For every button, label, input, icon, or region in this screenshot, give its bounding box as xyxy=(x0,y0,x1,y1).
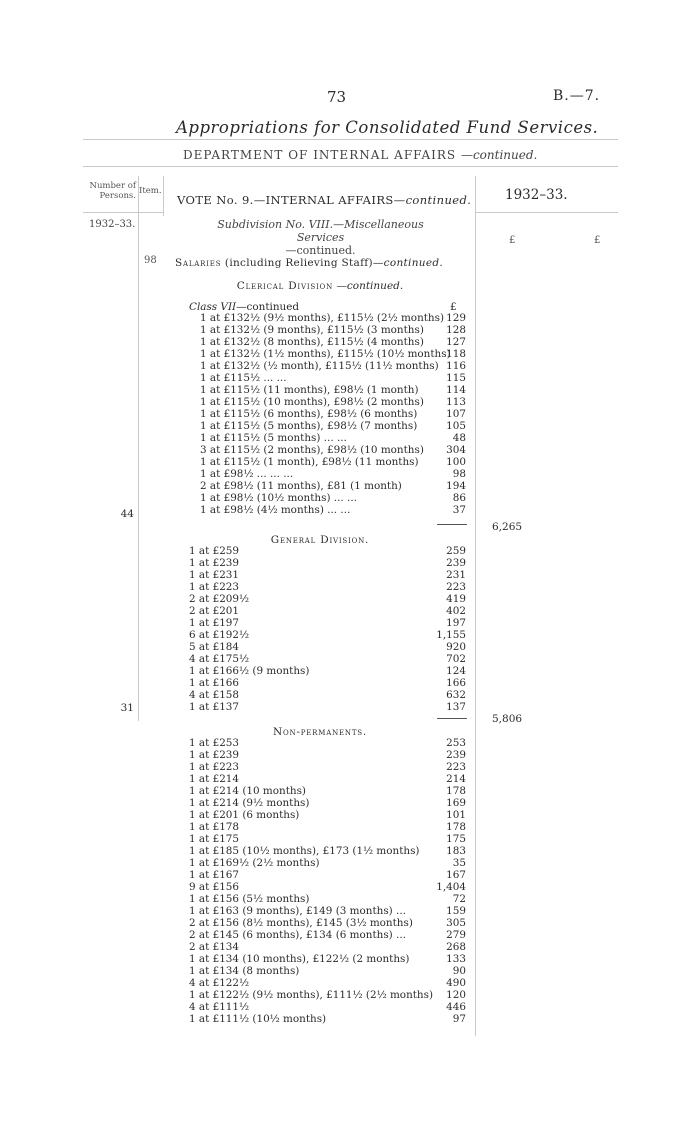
nonperm-row-amount: 120 xyxy=(446,989,466,1001)
general-heading-text: General Division. xyxy=(270,534,370,546)
salaries-continued: continued. xyxy=(383,257,444,269)
nonperm-row-description: 1 at £253 xyxy=(189,737,240,749)
subdivision-continued: —continued. xyxy=(285,244,356,257)
persons-year-label: 1932–33. xyxy=(89,219,136,230)
nonperm-row-description: 1 at £214 xyxy=(189,773,240,785)
clerical-row-description: 1 at £132½ (1½ months), £115½ (10½ months) xyxy=(200,348,451,360)
general-row-amount: 419 xyxy=(446,593,466,605)
nonperm-row-amount: 214 xyxy=(446,773,466,785)
general-row-description: 1 at £137 xyxy=(189,701,240,713)
persons-header-rule xyxy=(83,212,163,213)
clerical-row-amount: 114 xyxy=(446,384,466,396)
clerical-row-description: 1 at £132½ (9 months), £115½ (3 months) xyxy=(200,324,424,336)
nonperm-row-amount: 253 xyxy=(446,737,466,749)
general-row-description: 1 at £166½ (9 months) xyxy=(189,665,310,677)
salaries-heading xyxy=(175,257,443,269)
vote-title-text: VOTE No. 9.—INTERNAL AFFAIRS— xyxy=(177,193,406,207)
department-name: DEPARTMENT OF INTERNAL AFFAIRS xyxy=(183,148,457,162)
general-row-amount: 231 xyxy=(446,569,466,581)
nonperm-row-amount: 223 xyxy=(446,761,466,773)
general-row-description: 2 at £209½ xyxy=(189,593,250,605)
nonperm-row-description: 1 at £134 (8 months) xyxy=(189,965,300,977)
clerical-row-description: 1 at £98½ (4½ months) ... ... xyxy=(200,504,351,516)
header-rule xyxy=(83,166,618,167)
nonperm-row-amount: 97 xyxy=(452,1013,466,1025)
vote-title-continued: continued. xyxy=(405,193,472,207)
persons-column-header: Number of Persons. xyxy=(89,181,136,201)
general-row-description: 2 at £201 xyxy=(189,605,240,617)
general-row-amount: 166 xyxy=(446,677,466,689)
clerical-heading-text: Clerical Division xyxy=(236,280,334,292)
class-label: Class VII xyxy=(189,301,237,313)
nonperm-row-description: 1 at £111½ (10½ months) xyxy=(189,1013,327,1025)
department-continued: —continued. xyxy=(460,148,538,162)
nonperm-row-amount: 90 xyxy=(452,965,466,977)
nonperm-row-description: 1 at £134 (10 months), £122½ (2 months) xyxy=(189,953,410,965)
nonperm-row-amount: 175 xyxy=(446,833,466,845)
clerical-total: 6,265 xyxy=(492,521,523,533)
clerical-row-amount: 194 xyxy=(446,480,466,492)
pound-sign-subtotal: £ xyxy=(509,235,516,246)
nonperm-row-amount: 159 xyxy=(446,905,466,917)
clerical-row-amount: 128 xyxy=(446,324,466,336)
general-row-description: 1 at £197 xyxy=(189,617,240,629)
general-row-amount: 137 xyxy=(446,701,466,713)
general-row-description: 1 at £259 xyxy=(189,545,240,557)
clerical-row-amount: 113 xyxy=(446,396,466,408)
nonperm-row-description: 9 at £156 xyxy=(189,881,240,893)
subdivision-title xyxy=(198,218,443,257)
nonperm-row-amount: 169 xyxy=(446,797,466,809)
general-row-description: 4 at £158 xyxy=(189,689,240,701)
clerical-row-description: 1 at £115½ (1 month), £98½ (11 months) xyxy=(200,456,419,468)
nonperm-row-description: 2 at £134 xyxy=(189,941,240,953)
general-row-description: 1 at £166 xyxy=(189,677,240,689)
nonperm-row-amount: 239 xyxy=(446,749,466,761)
nonperm-row-description: 1 at £223 xyxy=(189,761,240,773)
general-row-amount: 402 xyxy=(446,605,466,617)
nonperm-row-description: 1 at £239 xyxy=(189,749,240,761)
clerical-row-amount: 304 xyxy=(446,444,466,456)
item-column-divider xyxy=(163,176,164,216)
page-reference: B.—7. xyxy=(553,88,601,104)
clerical-heading-continued: —continued. xyxy=(336,280,404,292)
clerical-row-description: 1 at £98½ (10½ months) ... ... xyxy=(200,492,357,504)
nonperm-row-description: 1 at £201 (6 months) xyxy=(189,809,300,821)
nonperm-row-amount: 490 xyxy=(446,977,466,989)
nonperm-row-amount: 446 xyxy=(446,1001,466,1013)
totals-column-divider xyxy=(475,176,476,1036)
vote-title xyxy=(177,193,471,207)
totals-header-rule xyxy=(475,212,618,213)
clerical-row-amount: 116 xyxy=(446,360,466,372)
general-row-amount: 259 xyxy=(446,545,466,557)
clerical-row-description: 1 at £115½ (5 months), £98½ (7 months) xyxy=(200,420,418,432)
general-row-amount: 124 xyxy=(446,665,466,677)
clerical-row-description: 1 at £115½ (11 months), £98½ (1 month) xyxy=(200,384,419,396)
page-title: Appropriations for Consolidated Fund Services. xyxy=(176,118,599,137)
general-division-heading xyxy=(230,534,410,546)
clerical-row-description: 2 at £98½ (11 months), £81 (1 month) xyxy=(200,480,402,492)
clerical-row-description: 3 at £115½ (2 months), £98½ (10 months) xyxy=(200,444,424,456)
nonperm-row-amount: 167 xyxy=(446,869,466,881)
nonperm-row-description: 1 at £214 (9½ months) xyxy=(189,797,310,809)
clerical-row-amount: 107 xyxy=(446,408,466,420)
nonperm-row-description: 1 at £178 xyxy=(189,821,240,833)
clerical-row-amount: 48 xyxy=(452,432,466,444)
general-row-description: 6 at £192½ xyxy=(189,629,250,641)
general-row-amount: 702 xyxy=(446,653,466,665)
clerical-row-amount: 127 xyxy=(446,336,466,348)
nonperm-row-description: 1 at £214 (10 months) xyxy=(189,785,306,797)
subdivision-text: Subdivision No. VIII.—Miscellaneous Services xyxy=(217,218,424,244)
general-row-amount: 197 xyxy=(446,617,466,629)
general-total: 5,806 xyxy=(492,713,523,725)
class-continued: —continued xyxy=(236,301,299,313)
general-row-amount: 632 xyxy=(446,689,466,701)
nonperm-row-description: 4 at £122½ xyxy=(189,977,250,989)
persons-column-divider xyxy=(138,176,139,721)
pound-sign-total: £ xyxy=(594,235,601,246)
item-number: 98 xyxy=(144,255,157,266)
clerical-row-amount: 98 xyxy=(452,468,466,480)
nonperm-row-amount: 183 xyxy=(446,845,466,857)
general-row-description: 1 at £223 xyxy=(189,581,240,593)
nonperm-row-amount: 133 xyxy=(446,953,466,965)
clerical-row-description: 1 at £115½ (5 months) ... ... xyxy=(200,432,347,444)
clerical-subtotal-rule xyxy=(437,524,467,525)
clerical-row-description: 1 at £132½ (8 months), £115½ (4 months) xyxy=(200,336,424,348)
general-persons-count: 31 xyxy=(120,702,134,714)
clerical-row-amount: 37 xyxy=(452,504,466,516)
pound-sign-amounts: £ xyxy=(450,301,457,313)
salaries-label: Salaries xyxy=(175,257,222,269)
nonperm-row-description: 1 at £169½ (2½ months) xyxy=(189,857,320,869)
nonperm-row-amount: 1,404 xyxy=(436,881,466,893)
nonperm-row-amount: 35 xyxy=(452,857,466,869)
general-row-description: 5 at £184 xyxy=(189,641,240,653)
clerical-row-description: 1 at £132½ (9½ months), £115½ (2½ months) xyxy=(200,312,445,324)
general-row-amount: 1,155 xyxy=(436,629,466,641)
clerical-row-amount: 118 xyxy=(446,348,466,360)
salaries-detail: (including Relieving Staff)— xyxy=(221,257,384,269)
nonperm-row-description: 1 at £185 (10½ months), £173 (1½ months) xyxy=(189,845,420,857)
general-row-amount: 223 xyxy=(446,581,466,593)
clerical-row-amount: 115 xyxy=(446,372,466,384)
page-number: 73 xyxy=(327,88,347,106)
general-row-description: 1 at £239 xyxy=(189,557,240,569)
nonperm-row-amount: 279 xyxy=(446,929,466,941)
nonperm-row-description: 1 at £175 xyxy=(189,833,240,845)
clerical-row-description: 1 at £115½ (6 months), £98½ (6 months) xyxy=(200,408,418,420)
clerical-row-description: 1 at £98½ ... ... ... xyxy=(200,468,294,480)
item-column-header: Item. xyxy=(139,186,162,196)
nonperm-row-description: 2 at £156 (8½ months), £145 (3½ months) xyxy=(189,917,413,929)
nonperm-row-description: 2 at £145 (6 months), £134 (6 months) ... xyxy=(189,929,406,941)
nonperm-row-description: 1 at £156 (5½ months) xyxy=(189,893,310,905)
nonperm-row-amount: 178 xyxy=(446,821,466,833)
nonpermanents-heading xyxy=(230,726,410,738)
general-subtotal-rule xyxy=(437,718,467,719)
clerical-row-description: 1 at £132½ (½ month), £115½ (11½ months) xyxy=(200,360,439,372)
nonperm-row-amount: 72 xyxy=(452,893,466,905)
nonperm-row-amount: 101 xyxy=(446,809,466,821)
general-row-description: 4 at £175½ xyxy=(189,653,250,665)
clerical-row-amount: 129 xyxy=(446,312,466,324)
clerical-row-description: 1 at £115½ (10 months), £98½ (2 months) xyxy=(200,396,424,408)
nonperm-row-amount: 305 xyxy=(446,917,466,929)
department-title xyxy=(183,148,537,162)
nonpermanents-heading-text: Non-permanents. xyxy=(272,726,368,738)
clerical-division-heading xyxy=(230,280,410,292)
nonperm-row-description: 1 at £122½ (9½ months), £111½ (2½ months) xyxy=(189,989,434,1001)
nonperm-row-description: 1 at £167 xyxy=(189,869,240,881)
nonperm-row-description: 4 at £111½ xyxy=(189,1001,250,1013)
clerical-persons-count: 44 xyxy=(120,508,134,520)
clerical-row-description: 1 at £115½ ... ... xyxy=(200,372,287,384)
nonperm-row-amount: 178 xyxy=(446,785,466,797)
general-row-amount: 239 xyxy=(446,557,466,569)
clerical-row-amount: 100 xyxy=(446,456,466,468)
nonperm-row-description: 1 at £163 (9 months), £149 (3 months) ... xyxy=(189,905,406,917)
top-rule xyxy=(83,139,618,140)
clerical-row-amount: 86 xyxy=(452,492,466,504)
general-row-amount: 920 xyxy=(446,641,466,653)
totals-year-label: 1932–33. xyxy=(505,187,568,203)
general-row-description: 1 at £231 xyxy=(189,569,240,581)
nonperm-row-amount: 268 xyxy=(446,941,466,953)
clerical-row-amount: 105 xyxy=(446,420,466,432)
